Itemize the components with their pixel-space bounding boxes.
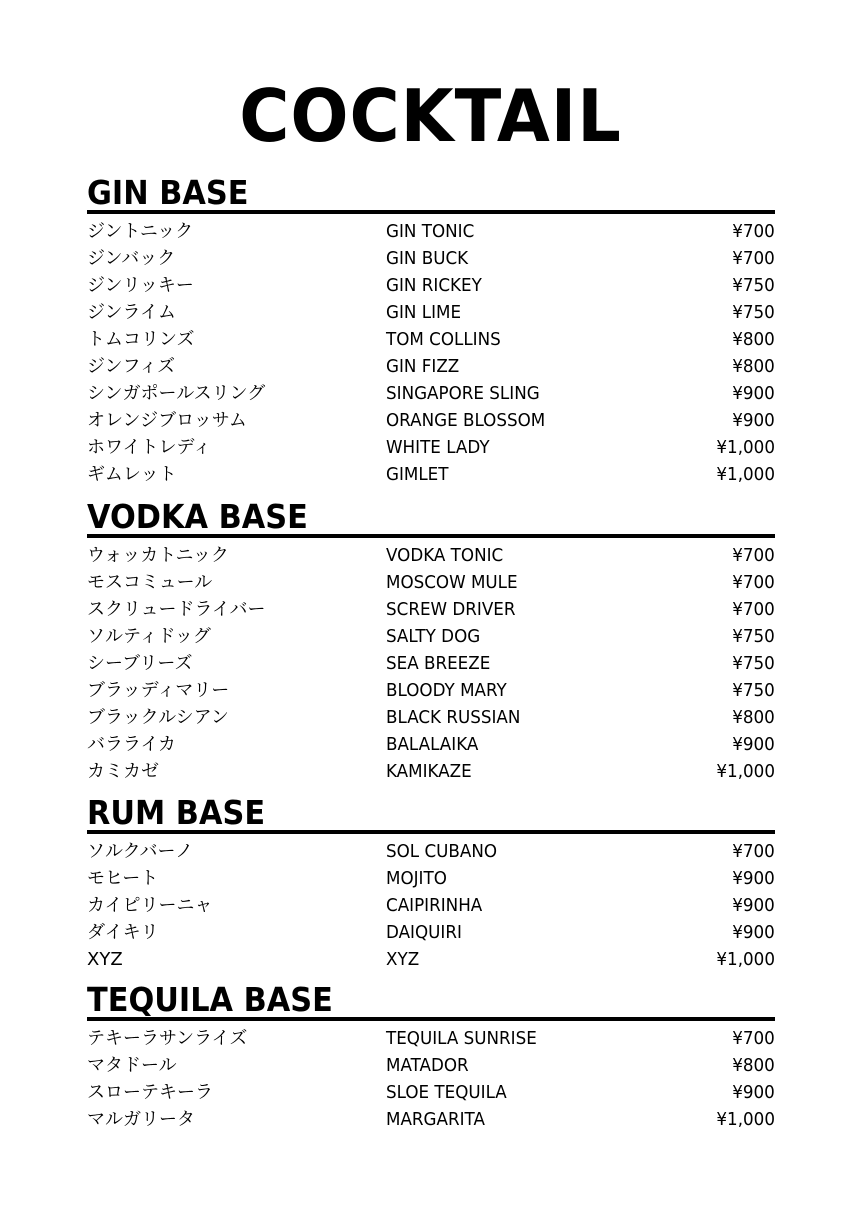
item-price: ¥900: [732, 1082, 775, 1103]
menu-item: [87, 542, 775, 569]
item-price: ¥700: [732, 545, 775, 566]
item-price: ¥900: [732, 383, 775, 404]
item-name-en: SOL CUBANO: [386, 841, 498, 862]
item-name-en: GIN BUCK: [386, 248, 469, 269]
menu-item: [87, 299, 775, 326]
menu-item: [87, 865, 775, 892]
item-name-jp: シンガポールスリング: [87, 383, 266, 404]
item-name-en: WHITE LADY: [386, 437, 490, 458]
item-name-en: BLACK RUSSIAN: [386, 707, 521, 728]
item-name-jp: ダイキリ: [87, 922, 159, 943]
item-name-jp: ホワイトレディ: [87, 437, 212, 458]
item-price: ¥1,000: [716, 464, 775, 485]
section-gin-base: [87, 172, 775, 488]
item-price: ¥700: [732, 599, 775, 620]
item-name-jp: バラライカ: [87, 734, 176, 755]
item-price: ¥800: [732, 1055, 775, 1076]
menu-list: [87, 838, 775, 973]
item-name-en: GIN FIZZ: [386, 356, 460, 377]
item-price: ¥700: [732, 841, 775, 862]
menu-item: [87, 758, 775, 785]
menu-item: [87, 569, 775, 596]
menu-list: [87, 1025, 775, 1133]
item-name-jp: ジンリッキー: [87, 275, 194, 296]
menu-list: [87, 542, 775, 785]
menu-item: [87, 434, 775, 461]
item-name-jp: スクリュードライバー: [87, 599, 266, 620]
section-header: [87, 979, 775, 1021]
item-price: ¥1,000: [716, 949, 775, 970]
item-name-jp: ソルティドッグ: [87, 626, 211, 647]
item-price: ¥800: [732, 356, 775, 377]
item-price: ¥750: [732, 626, 775, 647]
item-name-jp: ジンバック: [87, 248, 176, 269]
menu-item: [87, 892, 775, 919]
item-name-jp: スローテキーラ: [87, 1082, 213, 1103]
item-name-jp: ジンライム: [87, 302, 177, 323]
menu-item: [87, 731, 775, 758]
item-name-jp: ギムレット: [87, 464, 177, 485]
item-price: ¥900: [732, 868, 775, 889]
section-title: RUM BASE: [87, 793, 266, 832]
item-name-en: SCREW DRIVER: [386, 599, 516, 620]
section-tequila-base: [87, 979, 775, 1133]
menu-item: [87, 461, 775, 488]
menu-item: [87, 946, 775, 973]
section-header: [87, 792, 775, 834]
menu-item: [87, 677, 775, 704]
menu-item: [87, 272, 775, 299]
section-title: VODKA BASE: [87, 497, 308, 536]
item-name-jp: ジントニック: [87, 221, 194, 242]
item-name-jp: ジンフィズ: [87, 356, 176, 377]
section-vodka-base: [87, 496, 775, 785]
item-name-en: SINGAPORE SLING: [386, 383, 540, 404]
section-header: [87, 172, 775, 214]
menu-item: [87, 650, 775, 677]
item-price: ¥900: [732, 922, 775, 943]
item-name-en: DAIQUIRI: [386, 922, 462, 943]
menu-item: [87, 623, 775, 650]
item-name-en: MARGARITA: [386, 1109, 485, 1130]
menu-item: [87, 353, 775, 380]
section-title: TEQUILA BASE: [87, 980, 333, 1019]
item-name-en: CAIPIRINHA: [386, 895, 483, 916]
item-name-en: MATADOR: [386, 1055, 469, 1076]
menu-item: [87, 380, 775, 407]
menu-item: [87, 218, 775, 245]
item-name-jp: モスコミュール: [87, 572, 213, 593]
item-name-en: SEA BREEZE: [386, 653, 491, 674]
item-name-en: SALTY DOG: [386, 626, 481, 647]
item-name-jp: シーブリーズ: [87, 653, 193, 674]
menu-item: [87, 704, 775, 731]
item-name-en: BALALAIKA: [386, 734, 479, 755]
item-name-jp: カミカゼ: [87, 761, 159, 782]
menu-item: [87, 1025, 775, 1052]
item-name-en: VODKA TONIC: [386, 545, 504, 566]
item-price: ¥800: [732, 329, 775, 350]
item-name-jp: カイピリーニャ: [87, 895, 213, 916]
item-name-jp: ブラッディマリー: [87, 680, 230, 701]
item-name-jp: ブラックルシアン: [87, 707, 229, 728]
item-name-jp: テキーラサンライズ: [87, 1028, 248, 1049]
item-name-en: GIN RICKEY: [386, 275, 482, 296]
menu-item: [87, 1079, 775, 1106]
item-name-en: SLOE TEQUILA: [386, 1082, 507, 1103]
item-name-jp: ウォッカトニック: [87, 545, 229, 566]
item-price: ¥700: [732, 221, 775, 242]
menu-item: [87, 838, 775, 865]
menu-item: [87, 407, 775, 434]
item-price: ¥1,000: [716, 761, 775, 782]
item-name-en: ORANGE BLOSSOM: [386, 410, 546, 431]
item-price: ¥1,000: [716, 437, 775, 458]
item-price: ¥750: [732, 680, 775, 701]
item-price: ¥750: [732, 275, 775, 296]
menu-item: [87, 1106, 775, 1133]
item-price: ¥700: [732, 1028, 775, 1049]
menu-item: [87, 245, 775, 272]
item-name-en: MOJITO: [386, 868, 447, 889]
item-name-jp: トムコリンズ: [87, 329, 195, 350]
item-price: ¥1,000: [716, 1109, 775, 1130]
item-name-en: TOM COLLINS: [386, 329, 501, 350]
item-name-en: GIN LIME: [386, 302, 462, 323]
section-title: GIN BASE: [87, 173, 249, 212]
item-price: ¥750: [732, 653, 775, 674]
section-rum-base: [87, 792, 775, 973]
item-price: ¥700: [732, 572, 775, 593]
item-price: ¥750: [732, 302, 775, 323]
item-price: ¥900: [732, 734, 775, 755]
menu-item: [87, 1052, 775, 1079]
item-name-jp: ソルクバーノ: [87, 841, 194, 862]
item-name-jp: オレンジブロッサム: [87, 410, 247, 431]
item-name-en: XYZ: [386, 949, 420, 970]
menu-item: [87, 596, 775, 623]
item-name-en: TEQUILA SUNRISE: [386, 1028, 537, 1049]
item-name-jp: XYZ: [87, 949, 123, 970]
item-name-en: BLOODY MARY: [386, 680, 507, 701]
item-name-jp: マルガリータ: [87, 1109, 195, 1130]
item-price: ¥700: [732, 248, 775, 269]
menu-item: [87, 919, 775, 946]
menu-item: [87, 326, 775, 353]
item-name-en: MOSCOW MULE: [386, 572, 518, 593]
section-header: [87, 496, 775, 538]
page-title: COCKTAIL: [239, 74, 622, 158]
item-name-en: GIMLET: [386, 464, 449, 485]
item-name-jp: マタドール: [87, 1055, 177, 1076]
item-name-en: KAMIKAZE: [386, 761, 472, 782]
item-name-en: GIN TONIC: [386, 221, 475, 242]
item-price: ¥900: [732, 410, 775, 431]
menu-list: [87, 218, 775, 488]
item-price: ¥900: [732, 895, 775, 916]
item-price: ¥800: [732, 707, 775, 728]
item-name-jp: モヒート: [87, 868, 159, 889]
